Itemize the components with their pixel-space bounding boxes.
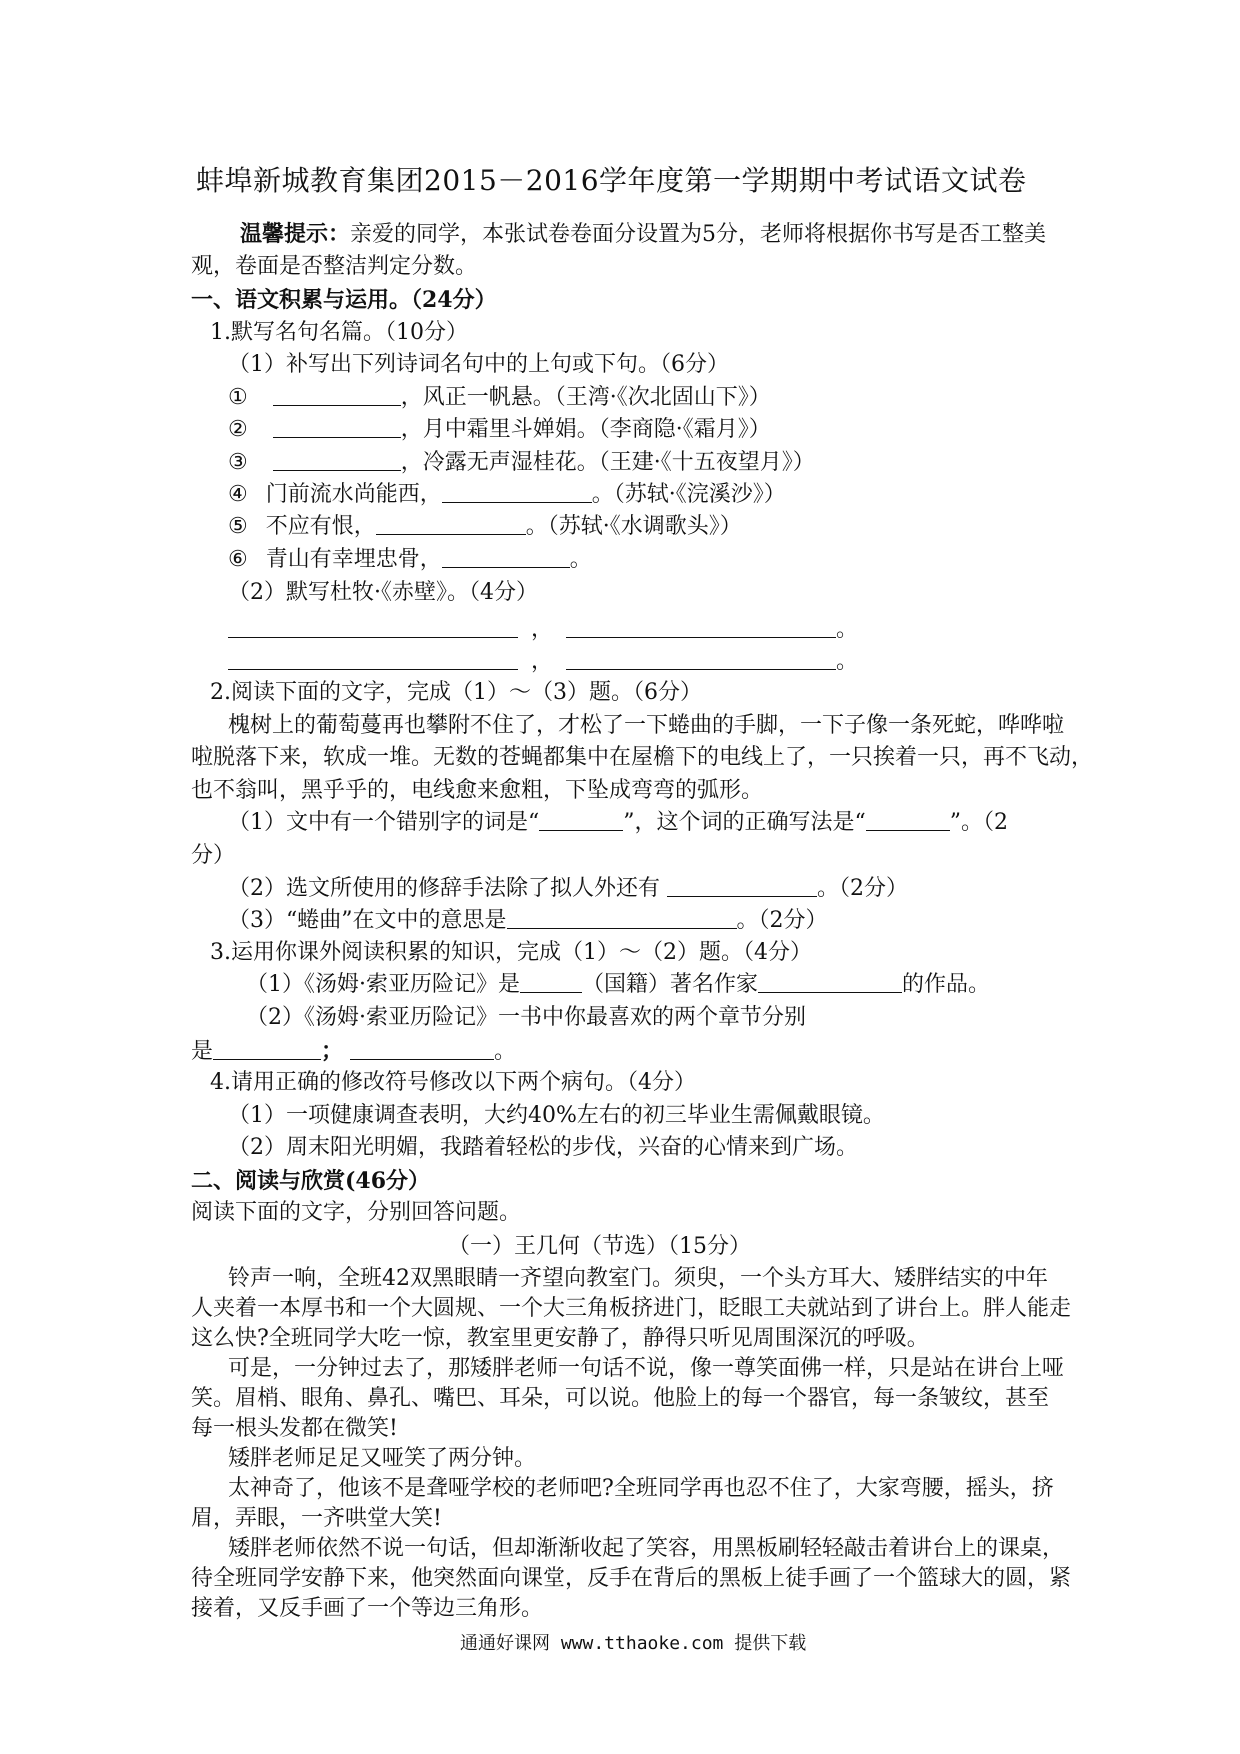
q3-sub2-b: 是	[191, 1039, 214, 1064]
q2-title: 2.阅读下面的文字，完成（1）～（3）题。（6分）	[210, 680, 702, 705]
answer-blank[interactable]	[758, 970, 902, 993]
q1-sub1-title: （1）补写出下列诗词名句中的上句或下句。（6分）	[228, 352, 729, 377]
item-post: ，冷露无声湿桂花。（王建·《十五夜望月》）	[400, 450, 815, 475]
q3-title: 3.运用你课外阅读积累的知识，完成（1）～（2）题。（4分）	[210, 940, 812, 965]
answer-blank[interactable]	[866, 808, 950, 831]
q3-sub1	[246, 970, 990, 1000]
period: 。	[836, 617, 859, 642]
comma: ，	[530, 617, 553, 642]
passage-line: 矮胖老师足足又哑笑了两分钟。	[228, 1446, 537, 1471]
q2-sub3-b: 。（2分）	[736, 908, 828, 933]
period: 。	[836, 649, 859, 674]
item-number: ⑥	[228, 547, 248, 572]
q2-sub2-b: 。（2分）	[817, 876, 908, 901]
poem-item	[228, 448, 815, 478]
item-pre: 门前流水尚能西，	[265, 482, 442, 507]
section1-heading: 一、语文积累与运用。（24分）	[191, 287, 497, 313]
q4-sentence-1: （1）一项健康调查表明，大约40%左右的初三毕业生需佩戴眼镜。	[228, 1103, 885, 1128]
q2-sub1-c: ”。（2	[949, 810, 1008, 835]
q2-sub1	[228, 808, 1008, 838]
q2-sub2	[228, 874, 908, 904]
q3-sub1-a: （1）《汤姆·索亚历险记》是	[246, 972, 520, 997]
answer-blank[interactable]	[228, 647, 518, 670]
notice-line-2: 观，卷面是否整洁判定分数。	[191, 254, 478, 279]
q3-sub1-c: 的作品。	[902, 972, 991, 997]
passage-line: 待全班同学安静下来，他突然面向课堂，反手在背后的黑板上徒手画了一个篮球大的圆，紧	[191, 1566, 1072, 1591]
answer-blank[interactable]	[376, 512, 526, 535]
q2-sub2-a: （2）选文所使用的修辞手法除了拟人外还有	[228, 876, 660, 901]
q2-sub3	[228, 906, 828, 936]
q2-sub1-b: ”，这个词的正确写法是“	[623, 810, 866, 835]
q4-title: 4.请用正确的修改符号修改以下两个病句。（4分）	[210, 1070, 696, 1095]
answer-blank[interactable]	[566, 647, 836, 670]
answer-blank[interactable]	[442, 545, 570, 568]
q3-sub2: （2）《汤姆·索亚历险记》一书中你最喜欢的两个章节分别	[246, 1005, 806, 1030]
q2-sub1-d: 分）	[191, 843, 236, 868]
item-number: ⑤	[228, 514, 248, 539]
item-number: ②	[228, 417, 248, 442]
answer-blank[interactable]	[507, 906, 737, 929]
notice-label: 温馨提示：	[240, 221, 351, 247]
answer-blank[interactable]	[273, 415, 401, 438]
passage-line: 人夹着一本厚书和一个大圆规、一个大三角板挤进门，眨眼工夫就站到了讲台上。胖人能走	[191, 1296, 1072, 1321]
q2-passage-line: 啦脱落下来，软成一堆。无数的苍蝇都集中在屋檐下的电线上了，一只挨着一只，再不飞动，	[191, 745, 1094, 770]
item-number: ①	[228, 385, 248, 410]
notice-line-1	[240, 219, 1046, 250]
item-post: 。（苏轼·《浣溪沙》）	[591, 482, 786, 507]
answer-blank[interactable]	[539, 808, 623, 831]
notice-text-1: 亲爱的同学，本张试卷卷面分设置为5分，老师将根据你书写是否工整美	[350, 222, 1047, 247]
q2-sub3-a: （3）“蜷曲”在文中的意思是	[228, 908, 507, 933]
poem-item	[228, 480, 786, 510]
passage-subtitle: （一）王几何（节选）（15分）	[448, 1234, 751, 1259]
q3-sub2-answer	[191, 1036, 516, 1067]
answer-blank[interactable]	[350, 1037, 494, 1060]
passage-line: 可是，一分钟过去了，那矮胖老师一句话不说，像一尊笑面佛一样，只是站在讲台上哑	[228, 1356, 1065, 1381]
download-footer: 通通好课网 www.tthaoke.com 提供下载	[460, 1633, 807, 1654]
q3-sub2-c: ；	[321, 1038, 344, 1064]
q2-passage-line: 槐树上的葡萄蔓再也攀附不住了，才松了一下蜷曲的手脚，一下子像一条死蛇，哗哗啦	[228, 713, 1065, 738]
q3-sub2-d: 。	[494, 1039, 517, 1064]
poem-item	[228, 415, 771, 445]
q1-title: 1.默写名句名篇。（10分）	[210, 320, 468, 345]
answer-blank[interactable]	[273, 383, 401, 406]
passage-line: 每一根头发都在微笑!	[191, 1416, 398, 1441]
item-post: 。	[569, 547, 592, 572]
poem-item	[228, 512, 742, 542]
q2-passage-line: 也不翁叫，黑乎乎的，电线愈来愈粗，下坠成弯弯的弧形。	[191, 778, 764, 803]
answer-blank[interactable]	[442, 480, 592, 503]
q1-sub2-title: （2）默写杜牧·《赤壁》。（4分）	[228, 580, 538, 605]
passage-line: 矮胖老师依然不说一句话，但却渐渐收起了笑容，用黑板刷轻轻敲击着讲台上的课桌，	[228, 1536, 1065, 1561]
poem-item	[228, 545, 592, 575]
passage-line: 太神奇了，他该不是聋哑学校的老师吧?全班同学再也忍不住了，大家弯腰，摇头，挤	[228, 1476, 1054, 1501]
answer-blank[interactable]	[520, 970, 582, 993]
q2-sub1-a: （1）文中有一个错别字的词是“	[228, 810, 540, 835]
item-number: ③	[228, 450, 248, 475]
item-number: ④	[228, 482, 248, 507]
answer-blank[interactable]	[213, 1037, 321, 1060]
poem-lines-row-2	[228, 647, 858, 677]
q4-sentence-2: （2）周末阳光明媚，我踏着轻松的步伐，兴奋的心情来到广场。	[228, 1135, 858, 1160]
passage-line: 眉，弄眼，一齐哄堂大笑!	[191, 1506, 442, 1531]
section2-intro: 阅读下面的文字，分别回答问题。	[191, 1200, 522, 1225]
item-pre: 青山有幸埋忠骨，	[265, 547, 442, 572]
answer-blank[interactable]	[667, 874, 817, 897]
passage-line: 铃声一响，全班42双黑眼睛一齐望向教室门。须臾，一个头方耳大、矮胖结实的中年	[228, 1266, 1048, 1291]
passage-line: 笑。眉梢、眼角、鼻孔、嘴巴、耳朵，可以说。他脸上的每一个器官，每一条皱纹，甚至	[191, 1386, 1050, 1411]
passage-line: 这么快?全班同学大吃一惊，教室里更安静了，静得只听见周围深沉的呼吸。	[191, 1326, 929, 1351]
q3-sub1-b: （国籍）著名作家	[582, 972, 759, 997]
comma: ，	[530, 649, 553, 674]
item-post: ，风正一帆悬。（王湾·《次北固山下》）	[400, 385, 771, 410]
poem-item	[228, 383, 771, 413]
item-pre: 不应有恨，	[265, 514, 376, 539]
answer-blank[interactable]	[228, 615, 518, 638]
passage-line: 接着，又反手画了一个等边三角形。	[191, 1596, 544, 1621]
answer-blank[interactable]	[273, 448, 401, 471]
item-post: 。（苏轼·《水调歌头》）	[525, 514, 742, 539]
page-title: 蚌埠新城教育集团2015－2016学年度第一学期期中考试语文试卷	[196, 164, 1027, 197]
poem-lines-row-1	[228, 615, 858, 645]
answer-blank[interactable]	[566, 615, 836, 638]
section2-heading: 二、阅读与欣赏(46分）	[191, 1168, 431, 1194]
item-post: ，月中霜里斗婵娟。（李商隐·《霜月》）	[400, 417, 771, 442]
